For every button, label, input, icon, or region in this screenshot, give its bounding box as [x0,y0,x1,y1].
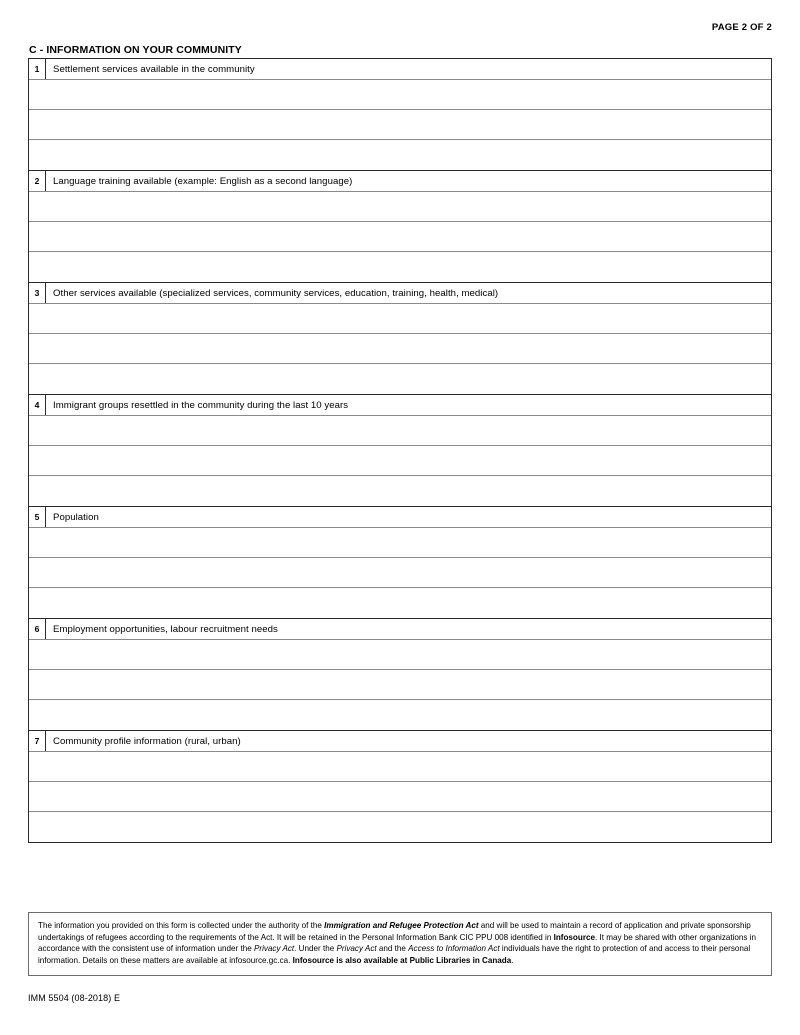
community-information-table [28,58,772,843]
answer-field[interactable] [29,304,771,334]
page-title: C - INFORMATION ON YOUR COMMUNITY [29,44,242,56]
question-label-row [29,283,771,304]
question-label: Population [53,511,99,523]
question-label-row [29,731,771,752]
privacy-text-2: and will be used to maintain a record of application and private sponsorship undertakings of refugees according to the requirements of the Act. It will be retained in the Personal Information Bank CIC PPU 008 identified in [38,921,751,942]
answer-field[interactable] [29,640,771,670]
question-block [29,507,771,619]
privacy-infosource-1: Infosource [553,932,595,942]
privacy-act-privacy-1: Privacy Act [253,944,295,954]
question-block [29,619,771,731]
answer-field[interactable] [29,416,771,446]
answer-field[interactable] [29,222,771,252]
question-number: 1 [29,59,46,79]
answer-field[interactable] [29,252,771,282]
question-number: 3 [29,283,46,303]
question-label-row [29,507,771,528]
answer-field[interactable] [29,140,771,170]
answer-field[interactable] [29,588,771,618]
question-number: 5 [29,507,46,527]
answer-field[interactable] [29,558,771,588]
question-label-row [29,395,771,416]
question-label: Employment opportunities, labour recruitment needs [53,623,278,635]
privacy-act-access-to-information: Access to Information Act [408,944,500,954]
privacy-text-3: . It may be shared with other organizations in accordance with the consistent use of information under the [38,932,757,954]
answer-field[interactable] [29,110,771,140]
question-label: Other services available (specialized services, community services, education, training, health, medical) [53,287,499,299]
privacy-text-7: . [511,956,514,966]
question-block [29,171,771,283]
answer-field[interactable] [29,670,771,700]
question-label: Community profile information (rural, urban) [53,735,241,747]
answer-field[interactable] [29,528,771,558]
question-label-row [29,619,771,640]
question-number: 6 [29,619,46,639]
answer-field[interactable] [29,334,771,364]
question-number: 7 [29,731,46,751]
form-number: IMM 5504 (08-2018) E [28,993,121,1003]
answer-field[interactable] [29,812,771,842]
question-label: Settlement services available in the community [53,63,255,75]
answer-field[interactable] [29,364,771,394]
question-number: 4 [29,395,46,415]
question-block [29,731,771,842]
answer-field[interactable] [29,80,771,110]
question-label-row [29,171,771,192]
privacy-text-5: and the [376,944,409,954]
privacy-notice [28,912,772,976]
privacy-text-4: . Under the [294,944,337,954]
question-block [29,395,771,507]
answer-field[interactable] [29,782,771,812]
privacy-text-6: individuals have the right to protection of and access to their personal information. Details on these matters are available at infosource.gc.ca. [38,944,751,966]
privacy-act-privacy-2: Privacy Act [336,944,377,954]
privacy-act-immigration-refugee-protection: Immigration and Refugee Protection Act [324,921,479,930]
answer-field[interactable] [29,700,771,730]
question-label-row [29,59,771,80]
question-block [29,283,771,395]
privacy-infosource-2: Infosource is also available at Public Libraries in Canada [292,956,512,966]
answer-field[interactable] [29,192,771,222]
question-label: Language training available (example: English as a second language) [53,175,353,187]
question-block [29,59,771,171]
answer-field[interactable] [29,476,771,506]
answer-field[interactable] [29,446,771,476]
page-indicator: PAGE 2 OF 2 [711,22,772,33]
question-number: 2 [29,171,46,191]
question-label: Immigrant groups resettled in the community during the last 10 years [53,399,349,411]
answer-field[interactable] [29,752,771,782]
privacy-text-1: The information you provided on this form is collected under the authority of the [38,921,325,930]
